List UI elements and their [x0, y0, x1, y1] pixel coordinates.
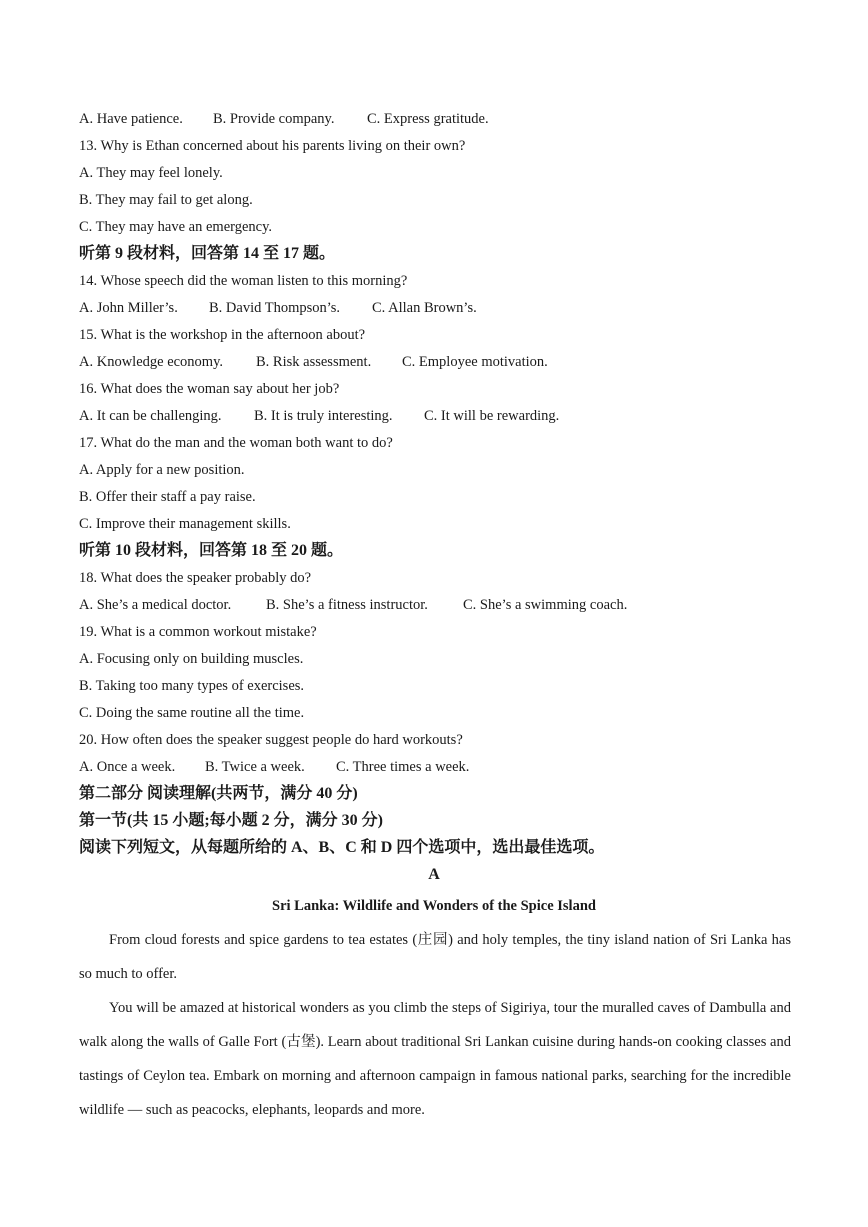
section-1-heading: 第一节(共 15 小题;每小题 2 分，满分 30 分) [79, 812, 383, 829]
option-a: A. Knowledge economy. [79, 354, 224, 370]
passage-paragraph-1: From cloud forests and spice gardens to tea estates (庄园) and holy temples, the tiny island nation of Sri Lanka has so much to offer. [79, 932, 791, 982]
option-c: C. She’s a swimming coach. [463, 597, 628, 613]
reading-instruction: 阅读下列短文，从每题所给的 A、B、C 和 D 四个选项中，选出最佳选项。 [79, 839, 605, 856]
q17-question: 17. What do the man and the woman both want to do? [79, 435, 393, 451]
option-a: A. Once a week. [79, 759, 176, 775]
q14-options [79, 298, 477, 318]
q20-options [79, 757, 469, 777]
q19-option-b: B. Taking too many types of exercises. [79, 678, 305, 694]
option-b: B. Risk assessment. [256, 354, 372, 370]
q14-question: 14. Whose speech did the woman listen to this morning? [79, 273, 408, 289]
q18-question: 18. What does the speaker probably do? [79, 570, 312, 586]
option-c: C. It will be rewarding. [424, 408, 560, 424]
option-a: A. She’s a medical doctor. [79, 597, 232, 613]
option-c: C. Express gratitude. [367, 111, 489, 127]
section-10-heading: 听第 10 段材料，回答第 18 至 20 题。 [79, 542, 344, 559]
q17-option-a: A. Apply for a new position. [79, 462, 245, 478]
q19-question: 19. What is a common workout mistake? [79, 624, 317, 640]
option-b: B. Provide company. [213, 111, 335, 127]
option-c: C. Three times a week. [336, 759, 470, 775]
q19-option-a: A. Focusing only on building muscles. [79, 651, 304, 667]
q16-options [79, 406, 559, 426]
q20-question: 20. How often does the speaker suggest people do hard workouts? [79, 732, 463, 748]
option-b: B. She’s a fitness instructor. [266, 597, 428, 613]
passage-title: Sri Lanka: Wildlife and Wonders of the Spice Island [272, 898, 596, 914]
q13-option-c: C. They may have an emergency. [79, 219, 272, 235]
q16-question: 16. What does the woman say about her job? [79, 381, 340, 397]
option-b: B. Twice a week. [205, 759, 305, 775]
part-2-heading: 第二部分 阅读理解(共两节，满分 40 分) [79, 785, 358, 802]
q13-option-b: B. They may fail to get along. [79, 192, 253, 208]
q12-options [79, 109, 489, 129]
option-a: A. John Miller’s. [79, 300, 178, 316]
q13-question: 13. Why is Ethan concerned about his parents living on their own? [79, 138, 466, 154]
q19-option-c: C. Doing the same routine all the time. [79, 705, 305, 721]
passage-paragraph-2: You will be amazed at historical wonders as you climb the steps of Sigiriya, tour the muralled caves of Dambulla and walk along the walls of Galle Fort (古堡). Learn about traditional Sri Lankan cuisine during hands-on cooking classes and tastings of Ceylon tea. Embark on morning and afternoon campaign in famous national parks, searching for the incredible wildlife — such as peacocks, elephants, leopards and more. [79, 1000, 791, 1118]
passage-letter: A [428, 866, 440, 883]
section-9-heading: 听第 9 段材料，回答第 14 至 17 题。 [79, 245, 336, 262]
q15-question: 15. What is the workshop in the afternoon about? [79, 327, 366, 343]
option-a: A. It can be challenging. [79, 408, 222, 424]
q18-options [79, 595, 627, 615]
q15-options [79, 352, 548, 372]
option-c: C. Allan Brown’s. [372, 300, 477, 316]
option-a: A. Have patience. [79, 111, 183, 127]
q17-option-b: B. Offer their staff a pay raise. [79, 489, 256, 505]
q13-option-a: A. They may feel lonely. [79, 165, 223, 181]
option-b: B. David Thompson’s. [209, 300, 341, 316]
option-b: B. It is truly interesting. [254, 408, 393, 424]
q17-option-c: C. Improve their management skills. [79, 516, 291, 532]
option-c: C. Employee motivation. [402, 354, 548, 370]
